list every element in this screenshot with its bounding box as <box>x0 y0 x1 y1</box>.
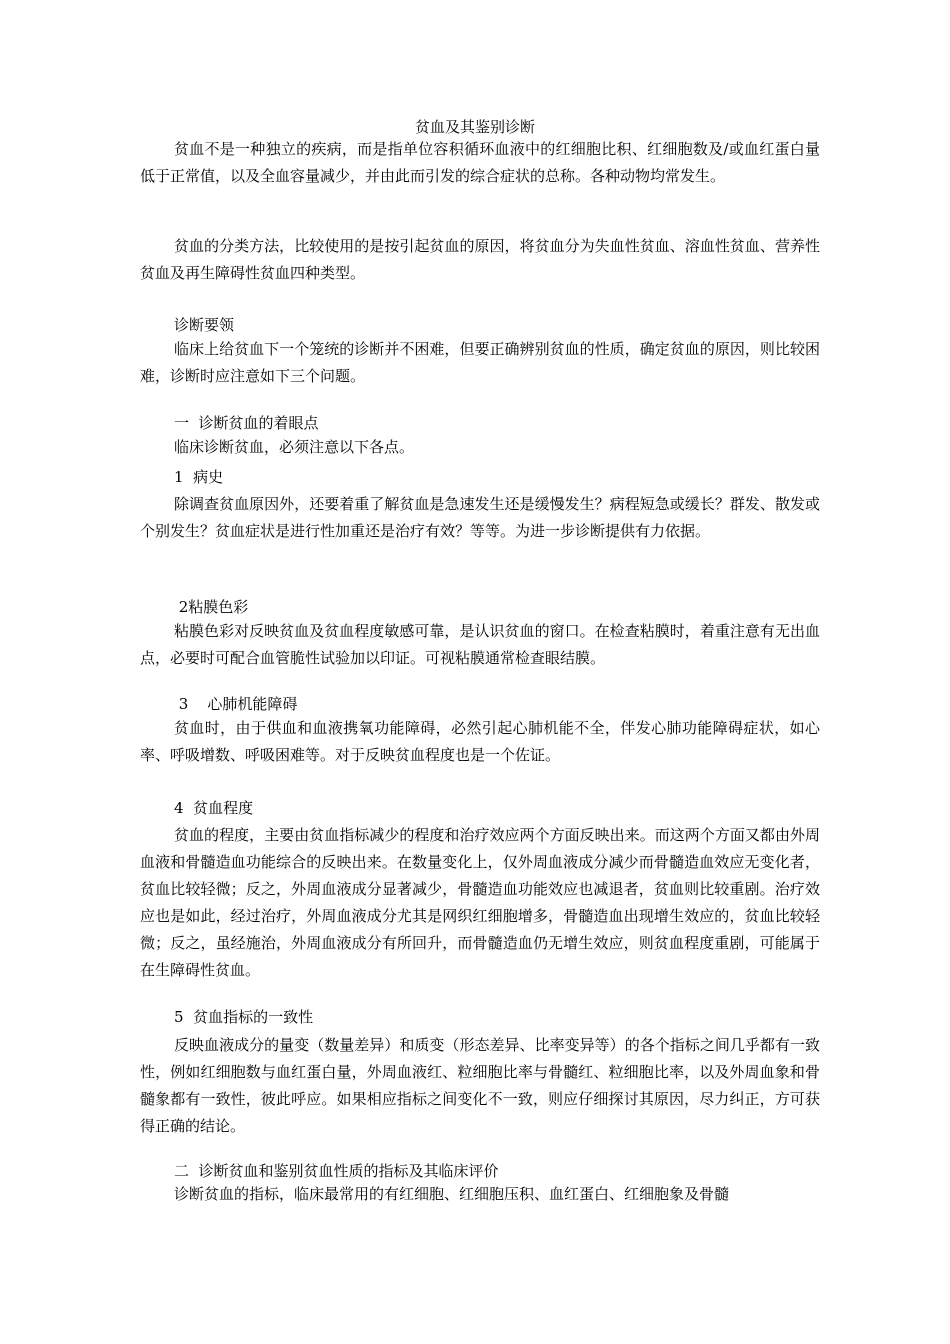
section-2-paragraph: 诊断贫血的指标，临床最常用的有红细胞、红细胞压积、血红蛋白、红细胞象及骨髓 <box>174 1185 730 1203</box>
section-2-heading: 二 诊断贫血和鉴别贫血性质的指标及其临床评价 <box>174 1162 499 1180</box>
item-4-paragraph: 贫血的程度，主要由贫血指标减少的程度和治疗效应两个方面反映出来。而这两个方面又都由外周血液和骨髓造血功能综合的反映出来。在数量变化上，仅外周血液成分减少而骨髓造血效应无变化者，贫血比较轻微；反之，外周血液成分显著减少，骨髓造血功能效应也减退者，贫血则比较重剧。治疗效应也是如此，经过治疗，外周血液成分尤其是网织红细胞增多，骨髓造血出现增生效应的，贫血比较轻微；反之，虽经施治，外周血液成分有所回升，而骨髓造血仍无增生效应，则贫血程度重剧，可能属于在生障碍性贫血。 <box>140 826 820 979</box>
item-4-heading: 4 贫血程度 <box>174 799 254 817</box>
section-1-heading: 一 诊断贫血的着眼点 <box>174 414 319 432</box>
essentials-heading: 诊断要领 <box>174 316 235 334</box>
intro-paragraph-2: 贫血的分类方法，比较使用的是按引起贫血的原因，将贫血分为失血性贫血、溶血性贫血、营养性贫血及再生障碍性贫血四种类型。 <box>140 237 820 282</box>
essentials-paragraph: 临床上给贫血下一个笼统的诊断并不困难，但要正确辨别贫血的性质，确定贫血的原因，则比较困难，诊断时应注意如下三个问题。 <box>140 340 820 385</box>
item-5-heading: 5 贫血指标的一致性 <box>174 1008 314 1026</box>
document-title: 贫血及其鉴别诊断 <box>414 118 535 136</box>
item-5-paragraph: 反映血液成分的量变（数量差异）和质变（形态差异、比率变异等）的各个指标之间几乎都有一致性，例如红细胞数与血红蛋白量，外周血液红、粒细胞比率与骨髓红、粒细胞比率，以及外周血象和骨髓象都有一致性，彼此呼应。如果相应指标之间变化不一致，则应仔细探讨其原因，尽力纠正，方可获得正确的结论。 <box>140 1036 820 1135</box>
item-3-heading: 3 心肺机能障碍 <box>174 695 298 713</box>
item-2-heading: 2粘膜色彩 <box>174 598 249 616</box>
item-1-paragraph: 除调查贫血原因外，还要着重了解贫血是急速发生还是缓慢发生？病程短急或缓长？群发、散发或个别发生？贫血症状是进行性加重还是治疗有效？等等。为进一步诊断提供有力依据。 <box>140 495 820 540</box>
item-1-heading: 1 病史 <box>174 468 224 486</box>
intro-paragraph-1: 贫血不是一种独立的疾病，而是指单位容积循环血液中的红细胞比积、红细胞数及/或血红蛋白量低于正常值，以及全血容量减少，并由此而引发的综合症状的总称。各种动物均常发生。 <box>140 140 820 185</box>
section-1-intro: 临床诊断贫血，必须注意以下各点。 <box>174 438 415 456</box>
item-3-paragraph: 贫血时，由于供血和血液携氧功能障碍，必然引起心肺机能不全，伴发心肺功能障碍症状，如心率、呼吸增数、呼吸困难等。对于反映贫血程度也是一个佐证。 <box>140 719 820 764</box>
item-2-paragraph: 粘膜色彩对反映贫血及贫血程度敏感可靠，是认识贫血的窗口。在检查粘膜时，着重注意有无出血点，必要时可配合血管脆性试验加以印证。可视粘膜通常检查眼结膜。 <box>140 622 820 667</box>
